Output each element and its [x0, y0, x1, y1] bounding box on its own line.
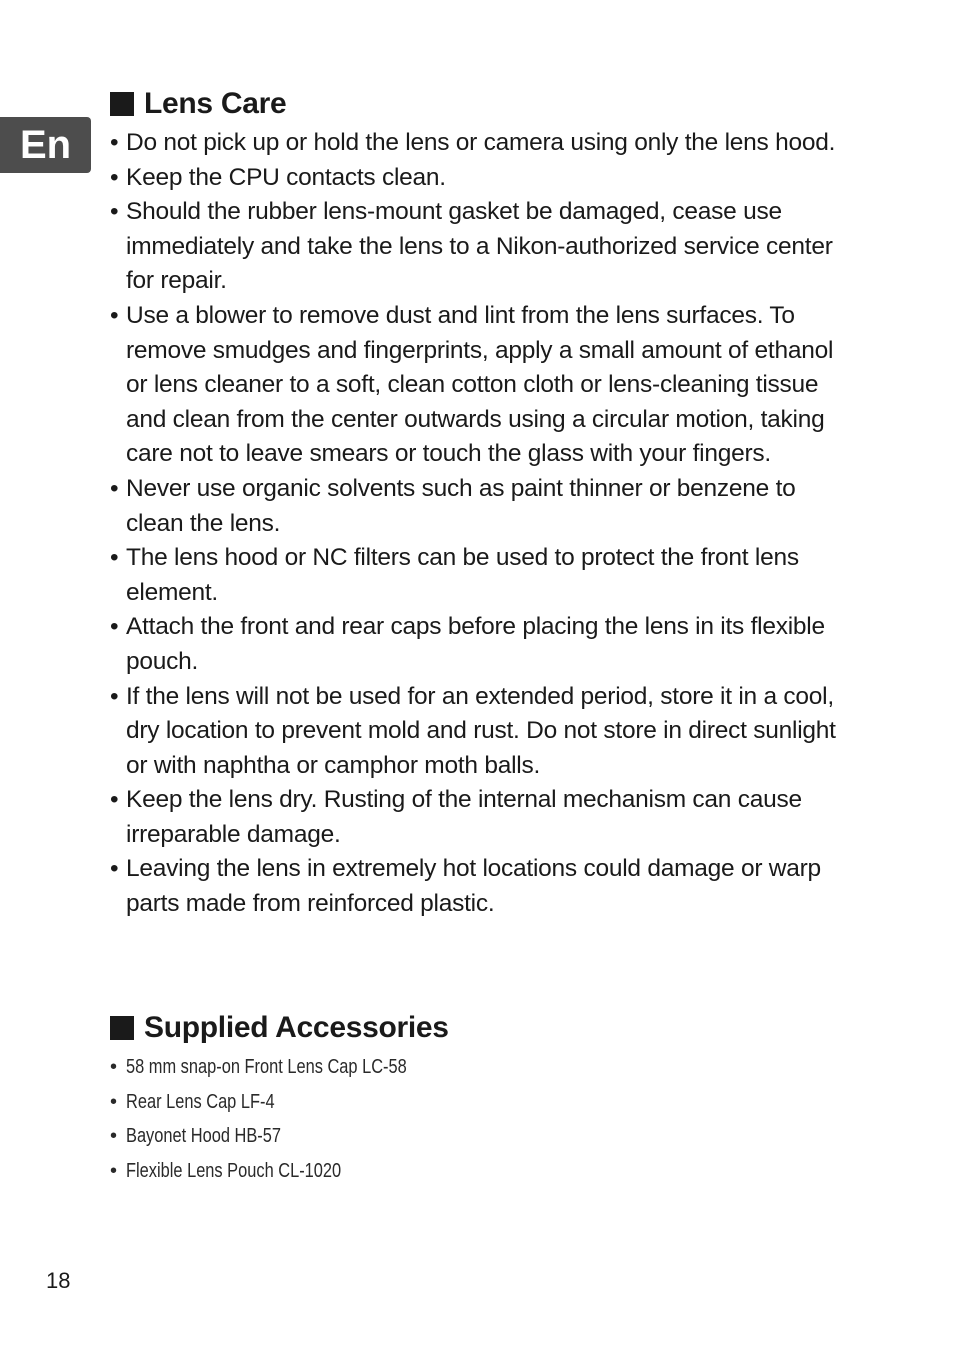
bullet-icon: • — [110, 474, 119, 502]
bullet-icon: • — [110, 1056, 118, 1078]
list-item: • Should the rubber lens-mount gasket be damaged, cease use immediately and take the lens to a Nikon-authorized service center for repair. — [110, 195, 850, 299]
bullet-icon: • — [110, 1125, 118, 1148]
page-number: 18 — [46, 1268, 71, 1293]
bullet-icon: • — [110, 1090, 118, 1113]
bullet-icon: • — [110, 786, 119, 814]
lens-care-section — [110, 84, 850, 922]
lens-care-list — [110, 126, 850, 922]
language-tab: En — [0, 117, 91, 173]
supplied-accessories-title: Supplied Accessories — [144, 1011, 449, 1044]
accessories-list — [110, 1050, 850, 1188]
list-item: • 58 mm snap-on Front Lens Cap LC-58 — [110, 1050, 850, 1085]
list-item: • Do not pick up or hold the lens or camera using only the lens hood. — [110, 126, 850, 161]
list-item: • Bayonet Hood HB-57 — [110, 1119, 850, 1154]
bullet-icon: • — [110, 855, 119, 883]
list-item: • Keep the lens dry. Rusting of the internal mechanism can cause irreparable damage. — [110, 783, 850, 852]
bullet-icon: • — [110, 198, 119, 226]
bullet-icon: • — [110, 682, 119, 710]
bullet-icon: • — [110, 129, 119, 156]
lens-care-title: Lens Care — [144, 87, 287, 120]
square-bullet-icon — [110, 92, 134, 116]
bullet-icon: • — [110, 163, 119, 191]
lens-care-heading — [110, 84, 850, 124]
list-item: • Rear Lens Cap LF-4 — [110, 1085, 850, 1120]
square-bullet-icon — [110, 1016, 134, 1040]
list-item: • Use a blower to remove dust and lint from the lens surfaces. To remove smudges and fingerprints, apply a small amount of ethanol or lens cleaner to a soft, clean cotton cloth or lens-cleaning tissue and clean from the center outwards using a circular motion, taking care not to leave smears or touch the glass with your fingers. — [110, 299, 850, 472]
list-item: • Flexible Lens Pouch CL-1020 — [110, 1154, 850, 1189]
bullet-icon: • — [110, 613, 119, 641]
bullet-icon: • — [110, 301, 119, 329]
supplied-accessories-heading — [110, 1008, 850, 1048]
list-item: • The lens hood or NC filters can be used to protect the front lens element. — [110, 541, 850, 610]
list-item: • Keep the CPU contacts clean. — [110, 161, 850, 196]
list-item: • If the lens will not be used for an extended period, store it in a cool, dry location to prevent mold and rust. Do not store in direct sunlight or with naphtha or camphor moth balls. — [110, 680, 850, 784]
list-item: • Attach the front and rear caps before placing the lens in its flexible pouch. — [110, 610, 850, 679]
bullet-icon: • — [110, 544, 119, 572]
bullet-icon: • — [110, 1159, 118, 1182]
list-item: • Never use organic solvents such as paint thinner or benzene to clean the lens. — [110, 472, 850, 541]
list-item: • Leaving the lens in extremely hot locations could damage or warp parts made from reinforced plastic. — [110, 852, 850, 921]
supplied-accessories-section — [110, 1008, 850, 1188]
